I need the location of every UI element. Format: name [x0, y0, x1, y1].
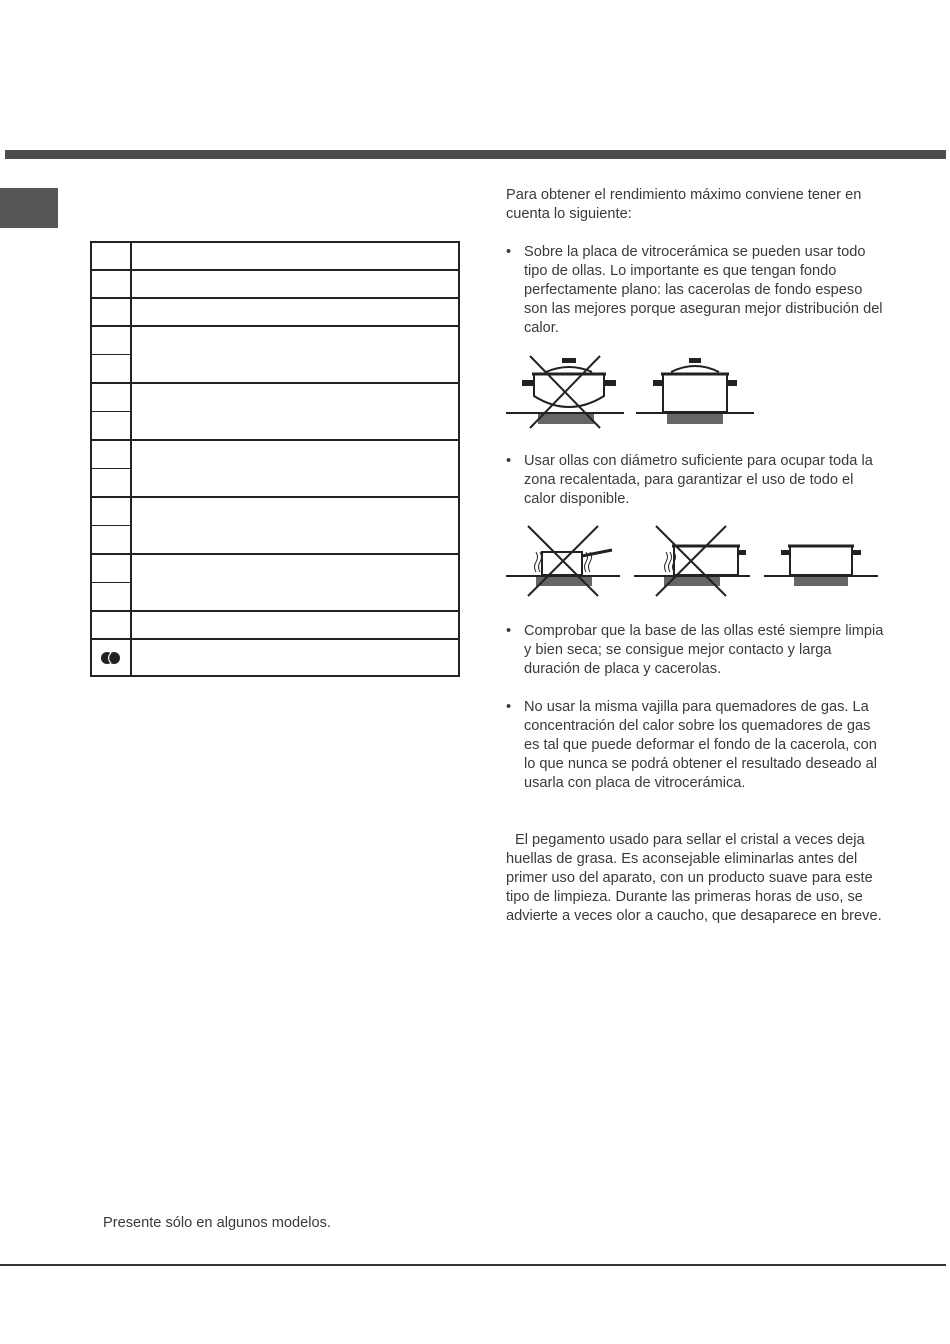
pot-icon — [506, 550, 620, 586]
double-zone-icon — [99, 651, 123, 665]
table-row — [92, 441, 458, 498]
table-row — [92, 271, 458, 299]
header-bar — [5, 150, 946, 159]
glue-note: El pegamento usado para sellar el cristal a veces deja huellas de grasa. Es aconsejable eliminarlas antes del primer uso del aparato, con un producto suave para este tipo de limpieza. Durante las primeras horas de uso, se advierte a veces olor a caucho, que desaparece en breve. — [506, 832, 882, 924]
footnote: Presente sólo en algunos modelos. — [103, 1215, 331, 1231]
list-item-text: Comprobar que la base de las ollas esté siempre limpia y bien seca; se consigue mejor contacto y larga duración de placa y cacerolas. — [524, 623, 884, 677]
list-item: • Comprobar que la base de las ollas esté siempre limpia y bien seca; se consigue mejor contacto y larga duración de placa y cacerolas. — [506, 623, 884, 677]
pot-icon — [764, 546, 878, 586]
list-item: • Usar ollas con diámetro suficiente para ocupar toda la zona recalentada, para garantizar el uso de todo el calor disponible. — [506, 453, 873, 507]
list-item-text: Sobre la placa de vitrocerámica se pueden usar todo tipo de ollas. Lo importante es que tengan fondo perfectamente plano: las cacerolas de fondo espeso son las mejores porque aseguran mejor distribución del calor. — [524, 244, 883, 336]
table-row — [92, 243, 458, 271]
pot-icon — [634, 546, 750, 586]
pot-icon — [636, 358, 754, 424]
table-row — [92, 612, 458, 640]
list-item-text: No usar la misma vajilla para quemadores de gas. La concentración del calor sobre los quemadores de gas es tal que puede deformar el fondo de la cacerola, con lo que nunca se podrá obtener el resultado deseado al usarla con placa de vitrocerámica. — [524, 699, 877, 791]
table-row — [92, 327, 458, 384]
table-row — [92, 299, 458, 327]
controls-table — [90, 241, 460, 677]
pot-size-illustration — [506, 522, 880, 600]
pot-bottom-illustration — [506, 352, 756, 432]
list-item: • No usar la misma vajilla para quemadores de gas. La concentración del calor sobre los quemadores de gas es tal que puede deformar el fondo de la cacerola, con lo que nunca se podrá obtener el resultado deseado al usarla con placa de vitrocerámica. — [506, 699, 877, 791]
list-item: • Sobre la placa de vitrocerámica se pueden usar todo tipo de ollas. Lo importante es que tengan fondo perfectamente plano: las cacerolas de fondo espeso son las mejores porque aseguran mejor distribución del calor. — [506, 244, 883, 336]
table-row — [92, 384, 458, 441]
table-row — [92, 555, 458, 612]
list-item-text: Usar ollas con diámetro suficiente para ocupar toda la zona recalentada, para garantizar el uso de todo el calor disponible. — [524, 453, 873, 507]
intro-text: Para obtener el rendimiento máximo conviene tener en cuenta lo siguiente: — [506, 187, 862, 222]
table-row — [92, 640, 458, 677]
language-tab — [0, 188, 58, 228]
table-row — [92, 498, 458, 555]
footer-rule — [0, 1264, 946, 1266]
